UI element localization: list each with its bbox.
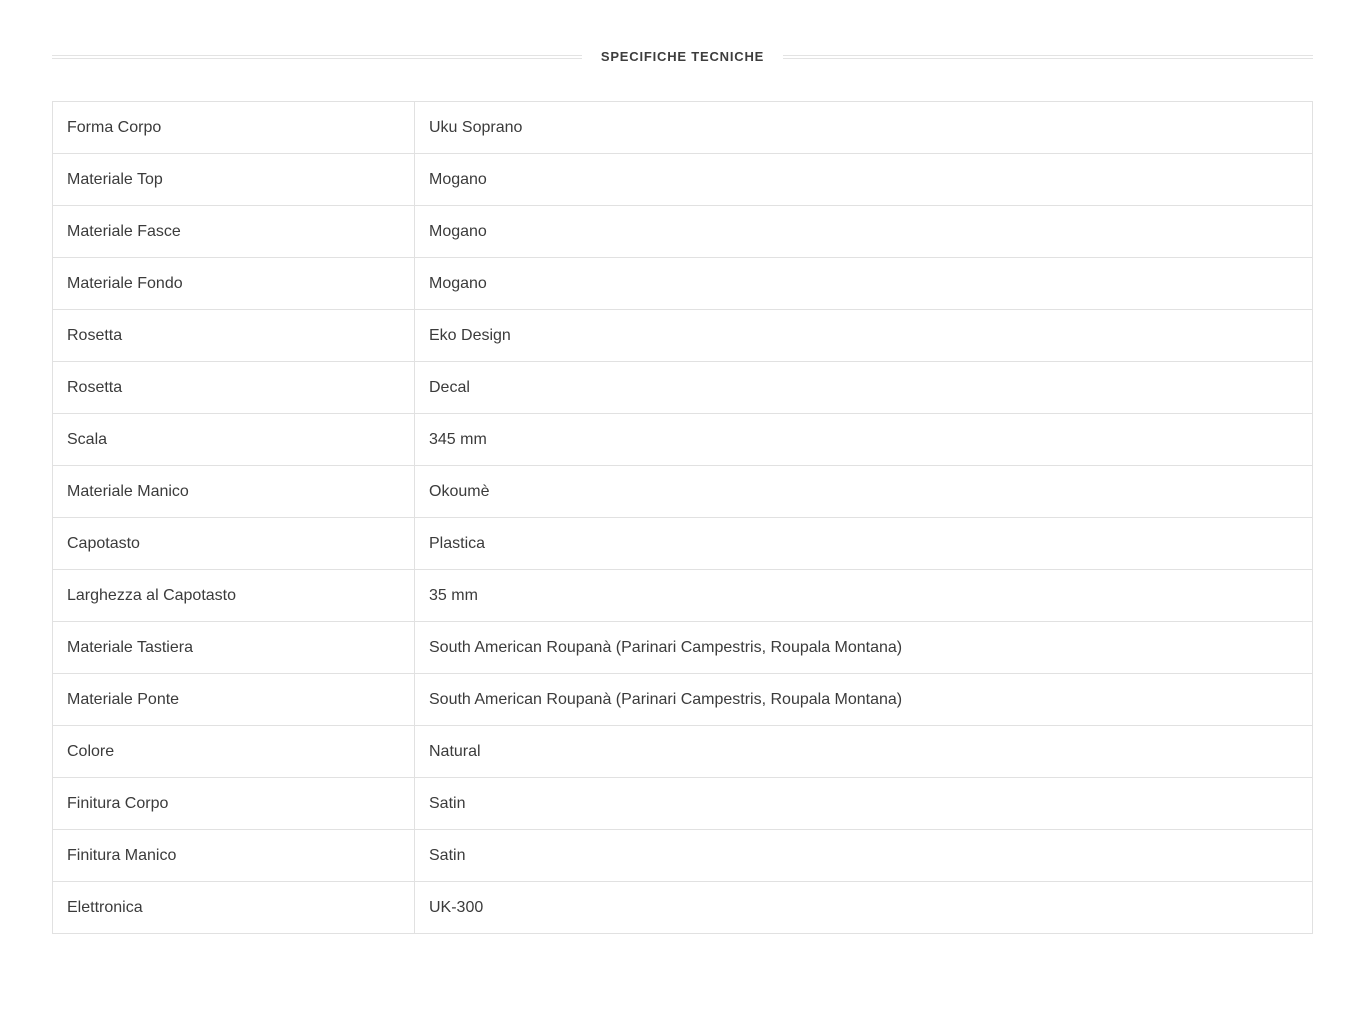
spec-value-cell: Natural — [415, 726, 1313, 778]
spec-label-cell: Materiale Fasce — [53, 206, 415, 258]
spec-value-cell: South American Roupanà (Parinari Campestris, Roupala Montana) — [415, 622, 1313, 674]
section-header — [52, 50, 1313, 64]
spec-label-cell: Finitura Manico — [53, 830, 415, 882]
table-row — [53, 726, 1313, 778]
spec-value-cell: Mogano — [415, 258, 1313, 310]
header-divider-left — [52, 55, 582, 59]
table-row — [53, 674, 1313, 726]
table-row — [53, 206, 1313, 258]
table-row — [53, 830, 1313, 882]
section-title: SPECIFICHE TECNICHE — [600, 49, 765, 64]
spec-value-cell: 345 mm — [415, 414, 1313, 466]
spec-value-cell: Mogano — [415, 206, 1313, 258]
spec-label-cell: Rosetta — [53, 310, 415, 362]
spec-label-cell: Materiale Tastiera — [53, 622, 415, 674]
table-row — [53, 570, 1313, 622]
spec-label-cell: Larghezza al Capotasto — [53, 570, 415, 622]
spec-table — [52, 101, 1313, 934]
spec-value-cell: Eko Design — [415, 310, 1313, 362]
spec-label-cell: Materiale Top — [53, 154, 415, 206]
table-row — [53, 882, 1313, 934]
spec-label-cell: Rosetta — [53, 362, 415, 414]
spec-label-cell: Finitura Corpo — [53, 778, 415, 830]
spec-value-cell: Plastica — [415, 518, 1313, 570]
table-row — [53, 258, 1313, 310]
spec-value-cell: South American Roupanà (Parinari Campestris, Roupala Montana) — [415, 674, 1313, 726]
spec-value-cell: Decal — [415, 362, 1313, 414]
table-row — [53, 466, 1313, 518]
header-divider-right — [783, 55, 1313, 59]
spec-label-cell: Materiale Manico — [53, 466, 415, 518]
spec-table-body — [53, 102, 1313, 934]
spec-value-cell: Mogano — [415, 154, 1313, 206]
spec-value-cell: Satin — [415, 778, 1313, 830]
table-row — [53, 518, 1313, 570]
table-row — [53, 362, 1313, 414]
spec-label-cell: Materiale Ponte — [53, 674, 415, 726]
spec-value-cell: 35 mm — [415, 570, 1313, 622]
table-row — [53, 414, 1313, 466]
table-row — [53, 154, 1313, 206]
table-row — [53, 102, 1313, 154]
spec-label-cell: Capotasto — [53, 518, 415, 570]
spec-value-cell: Satin — [415, 830, 1313, 882]
spec-label-cell: Colore — [53, 726, 415, 778]
spec-label-cell: Scala — [53, 414, 415, 466]
spec-value-cell: Uku Soprano — [415, 102, 1313, 154]
table-row — [53, 778, 1313, 830]
spec-label-cell: Elettronica — [53, 882, 415, 934]
table-row — [53, 310, 1313, 362]
table-row — [53, 622, 1313, 674]
spec-label-cell: Forma Corpo — [53, 102, 415, 154]
spec-value-cell: Okoumè — [415, 466, 1313, 518]
spec-value-cell: UK-300 — [415, 882, 1313, 934]
spec-label-cell: Materiale Fondo — [53, 258, 415, 310]
